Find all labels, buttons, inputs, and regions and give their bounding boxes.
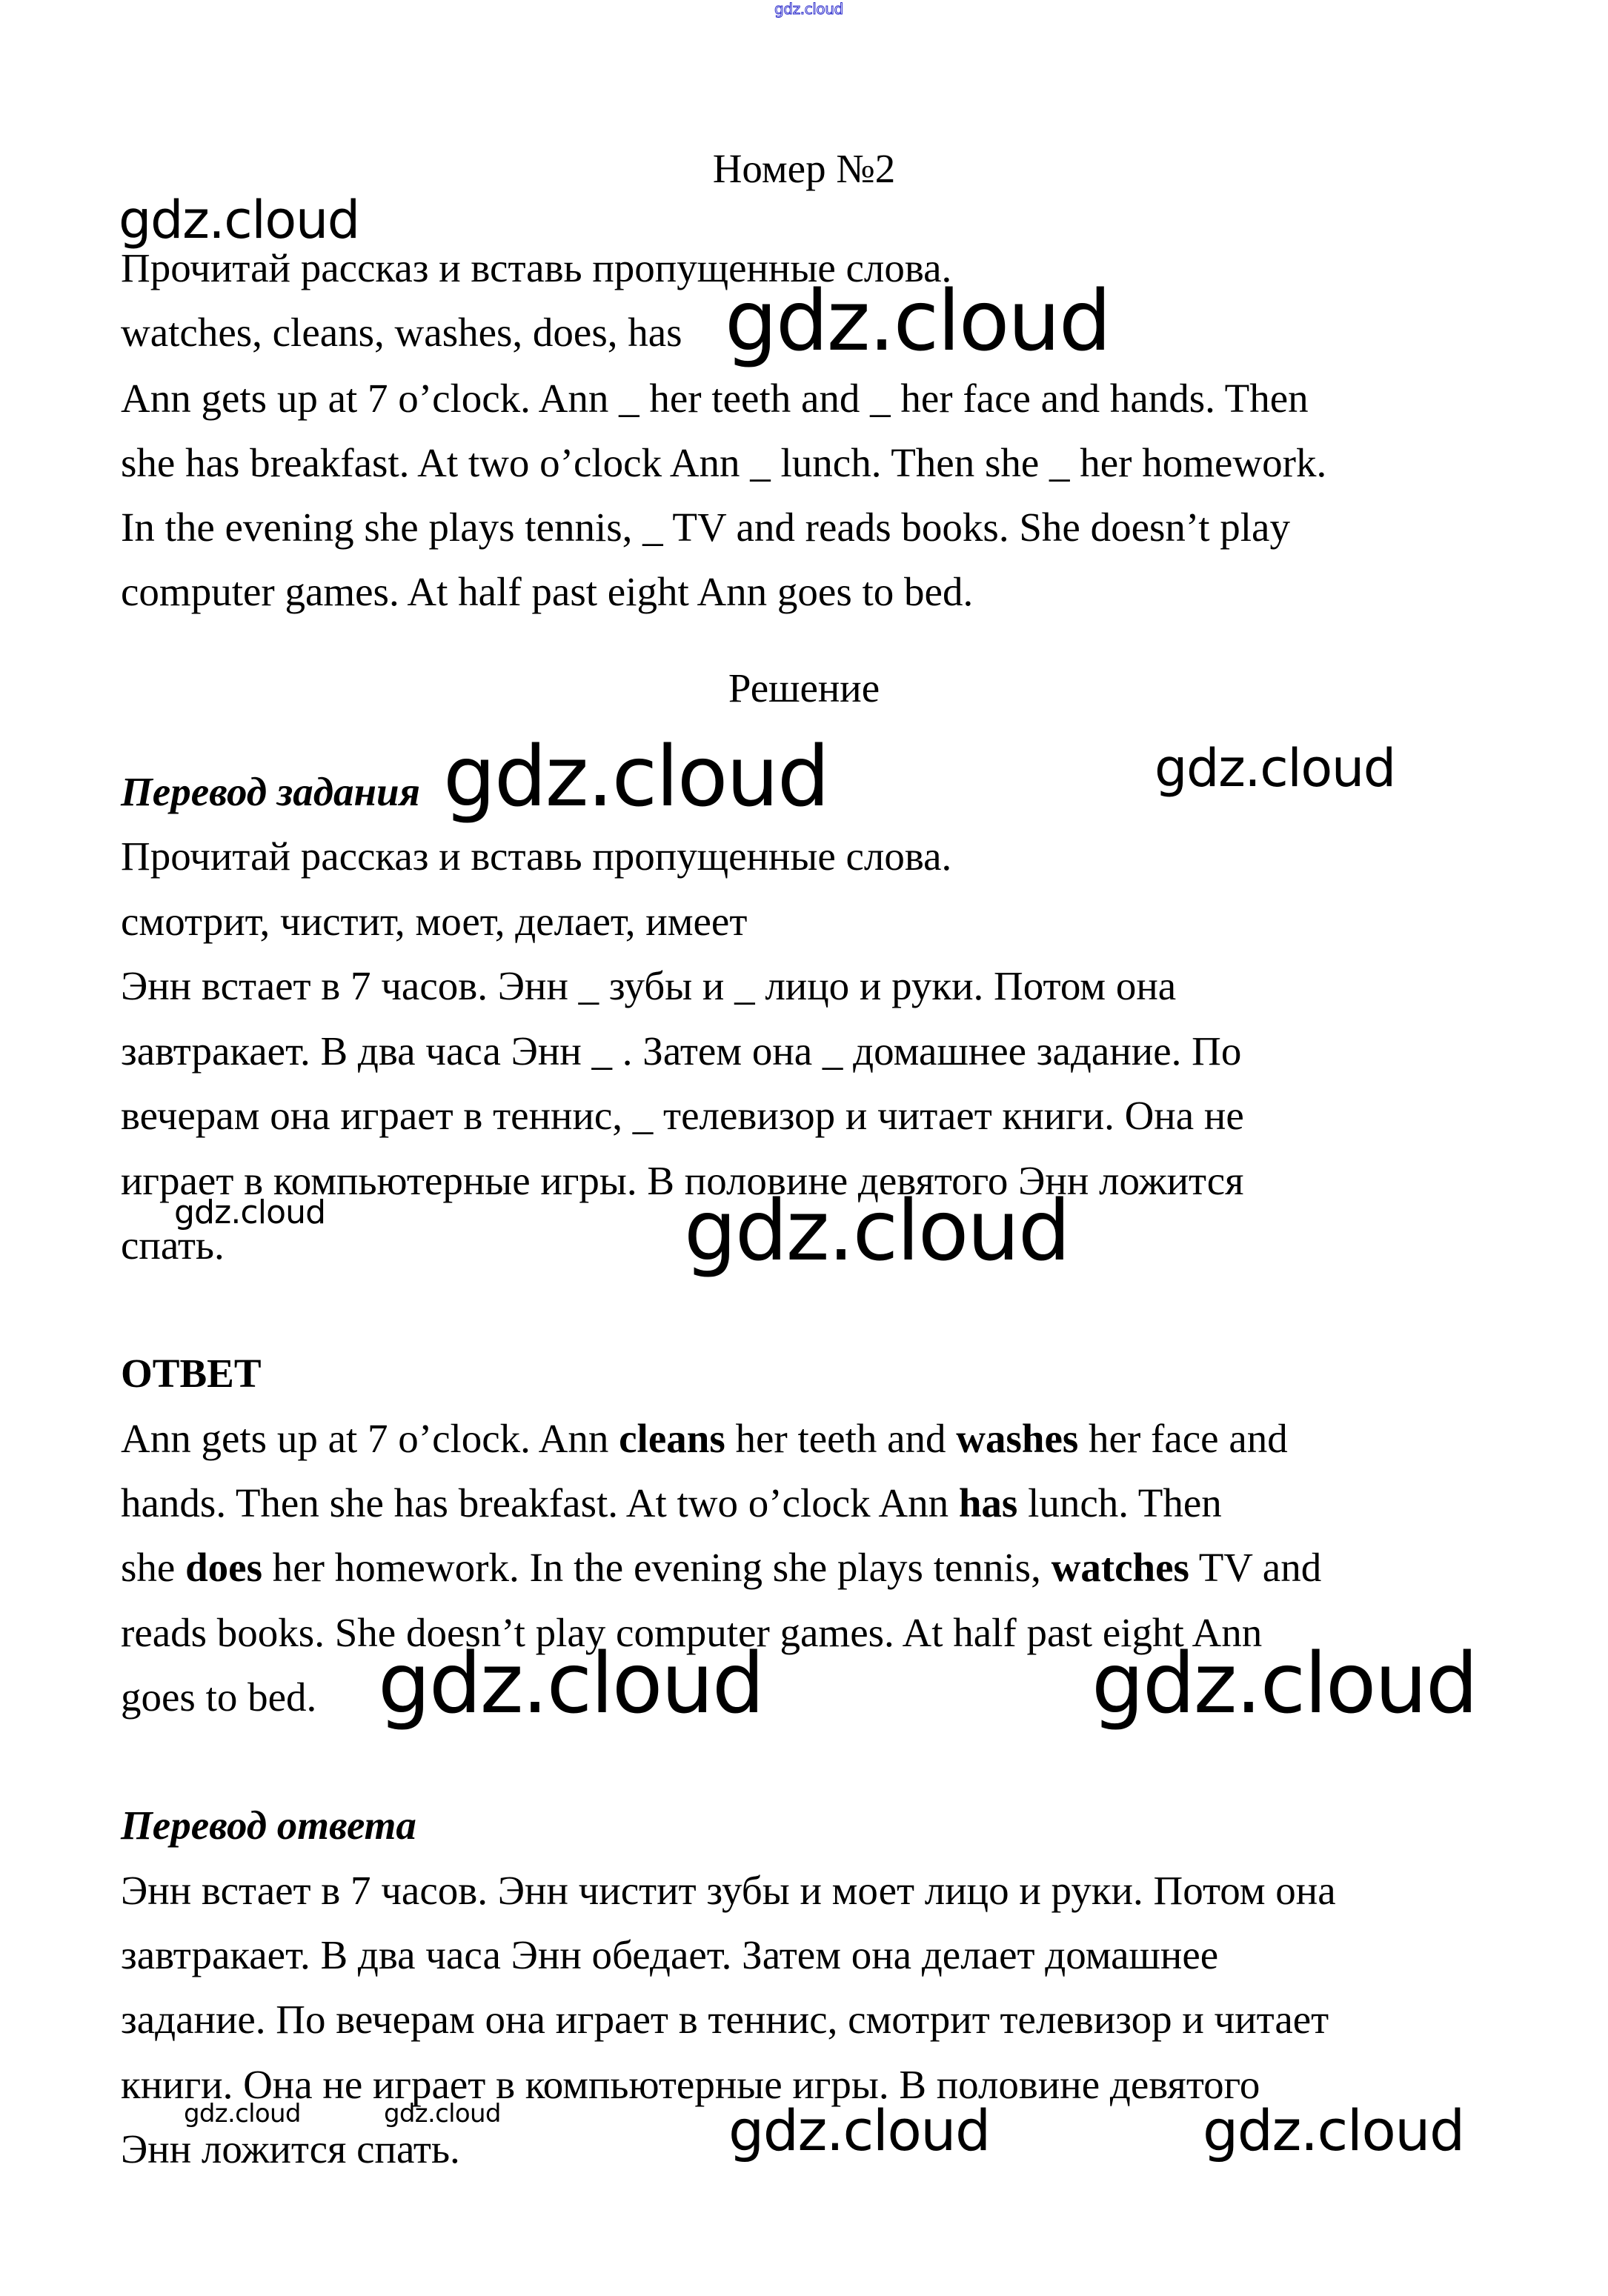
answer-text: lunch. Then	[1017, 1480, 1222, 1525]
answer-text: her homework. In the evening she plays tennis,	[262, 1545, 1051, 1590]
task-translation-line: спать.	[121, 1222, 225, 1268]
task-line: computer games. At half past eight Ann goes to bed.	[121, 569, 974, 614]
task-line: In the evening she plays tennis, _ TV and reads books. She doesn’t play	[121, 505, 1290, 550]
answer-filled-word: watches	[1051, 1545, 1189, 1590]
task-translation-word-bank: смотрит, чистит, моет, делает, имеет	[121, 899, 748, 944]
watermark: gdz.cloud	[174, 1194, 326, 1231]
answer-text: reads books. She doesn’t play computer games. At half past eight Ann	[121, 1610, 1263, 1655]
answer-line	[121, 1674, 317, 1720]
task-translation-line: завтракает. В два часа Энн _ . Затем она _ домашнее задание. По	[121, 1028, 1242, 1074]
task-translation-heading: Перевод задания	[121, 769, 420, 814]
answer-translation-line: Энн ложится спать.	[121, 2126, 460, 2172]
answer-text: hands. Then she has breakfast. At two o’clock Ann	[121, 1480, 959, 1525]
watermark: gdz.cloud	[119, 190, 359, 250]
answer-filled-word: does	[185, 1545, 262, 1590]
answer-text: Ann gets up at 7 o’clock. Ann	[121, 1416, 619, 1461]
solution-heading: Решение	[728, 665, 880, 711]
watermark: gdz.cloud	[725, 273, 1110, 370]
answer-filled-word: has	[958, 1480, 1018, 1525]
task-instruction: Прочитай рассказ и вставь пропущенные слова.	[121, 245, 952, 290]
watermark: gdz.cloud	[384, 2099, 501, 2129]
watermark: gdz.cloud	[1203, 2097, 1464, 2163]
answer-translation-line: книги. Она не играет в компьютерные игры. В половине девятого	[121, 2062, 1260, 2107]
watermark: gdz.cloud	[184, 2099, 301, 2129]
answer-text: she	[121, 1545, 186, 1590]
task-translation-instruction: Прочитай рассказ и вставь пропущенные слова.	[121, 833, 952, 879]
watermark-top: gdz.cloud	[774, 0, 843, 18]
task-word-bank: watches, cleans, washes, does, has	[121, 310, 682, 355]
watermark: gdz.cloud	[443, 729, 828, 825]
task-translation-line: вечерам она играет в теннис, _ телевизор и читает книги. Она не	[121, 1093, 1244, 1138]
answer-translation-line: завтракает. В два часа Энн обедает. Затем она делает домашнее	[121, 1932, 1219, 1977]
task-translation-line: Энн встает в 7 часов. Энн _ зубы и _ лицо и руки. Потом она	[121, 963, 1177, 1008]
answer-text: TV and	[1189, 1545, 1322, 1590]
answer-translation-line: Энн встает в 7 часов. Энн чистит зубы и моет лицо и руки. Потом она	[121, 1868, 1336, 1913]
watermark: gdz.cloud	[728, 2097, 990, 2163]
task-line: Ann gets up at 7 o’clock. Ann _ her teeth and _ her face and hands. Then	[121, 376, 1309, 421]
answer-heading: ОТВЕТ	[121, 1351, 262, 1396]
task-line: she has breakfast. At two o’clock Ann _ lunch. Then she _ her homework.	[121, 440, 1327, 485]
answer-text: goes to bed.	[121, 1674, 317, 1720]
answer-line	[121, 1547, 1321, 1588]
task-translation-line: играет в компьютерные игры. В половине девятого Энн ложится	[121, 1158, 1244, 1203]
answer-translation-heading: Перевод ответа	[121, 1803, 416, 1848]
answer-filled-word: washes	[956, 1416, 1079, 1461]
answer-translation-line: задание. По вечерам она играет в теннис, смотрит телевизор и читает	[121, 1997, 1329, 2042]
page-title: Номер №2	[712, 146, 896, 191]
answer-line	[121, 1480, 1222, 1525]
watermark: gdz.cloud	[1092, 1636, 1477, 1732]
watermark: gdz.cloud	[378, 1636, 763, 1732]
answer-line	[121, 1418, 1288, 1459]
watermark: gdz.cloud	[1154, 738, 1395, 799]
answer-text: her teeth and	[725, 1416, 957, 1461]
watermark: gdz.cloud	[684, 1183, 1069, 1280]
answer-text: her face and	[1078, 1416, 1288, 1461]
answer-filled-word: cleans	[619, 1416, 725, 1461]
